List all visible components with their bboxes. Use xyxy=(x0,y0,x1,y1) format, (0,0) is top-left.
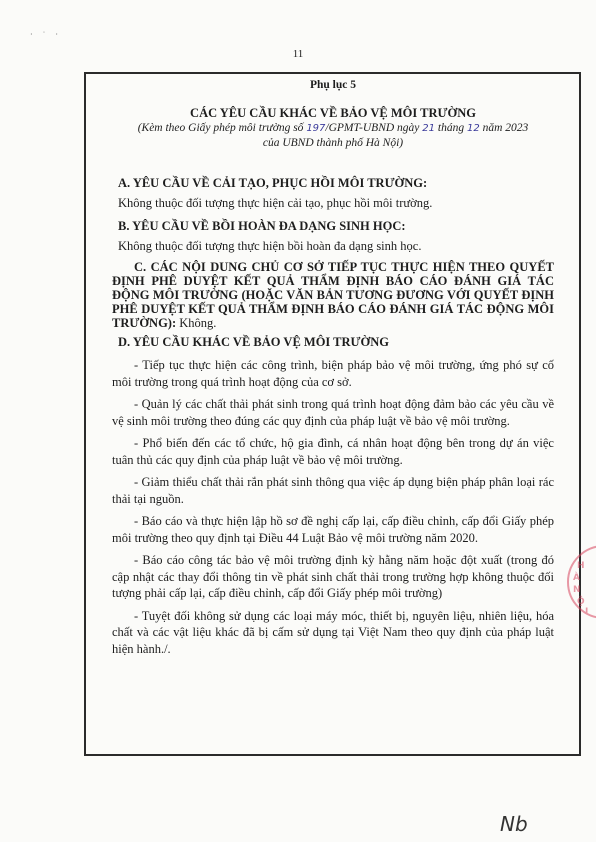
stamp-char: H xyxy=(577,561,585,571)
initials-signature: Nb xyxy=(500,812,528,836)
subtitle-part-1: (Kèm theo Giấy phép môi trường số xyxy=(137,122,307,134)
stamp-char: Ộ xyxy=(577,597,585,607)
permit-number: 197 xyxy=(306,123,326,134)
section-d-item-3: - Phổ biến đến các tổ chức, hộ gia đình, cá nhân hoạt động bên trong dự án việc tuân thủ các quy định của pháp luật về bảo vệ môi trường. xyxy=(112,436,554,467)
subtitle-part-2: /GPMT-UBND ngày xyxy=(325,122,423,134)
section-d-item-1: - Tiếp tục thực hiện các công trình, biện pháp bảo vệ môi trường, ứng phó sự cố môi trường trong quá trình hoạt động của cơ sở. xyxy=(112,358,554,389)
stamp-char: N xyxy=(573,585,581,595)
permit-month: 12 xyxy=(466,123,480,134)
section-a-heading: A. YÊU CẦU VỀ CẢI TẠO, PHỤC HỒI MÔI TRƯỜNG: xyxy=(118,176,428,190)
section-b-body: Không thuộc đối tượng thực hiện bồi hoàn đa dạng sinh học. xyxy=(118,238,422,253)
section-d-item-7: - Tuyệt đối không sử dụng các loại máy móc, thiết bị, nguyên liệu, nhiên liệu, hóa chất và các vật liệu khác đã bị cấm sử dụng tại Việt Nam theo quy định của pháp luật hiện hành./. xyxy=(112,608,554,656)
subtitle-part-3: tháng xyxy=(435,122,467,134)
section-a-body: Không thuộc đối tượng thực hiện cải tạo, phục hồi môi trường. xyxy=(118,196,433,210)
section-d xyxy=(112,334,554,657)
document-body xyxy=(112,79,554,657)
section-c-heading-text: C. CÁC NỘI DUNG CHỦ CƠ SỞ TIẾP TỤC THỰC HIỆN THEO QUYẾT ĐỊNH PHÊ DUYỆT KẾT QUẢ THẨM ĐỊNH BÁO CÁO ĐÁNH GIÁ TÁC ĐỘNG MÔI TRƯỜNG (HOẶC VĂN BẢN TƯƠNG ĐƯƠNG VỚI QUYẾT ĐỊNH PHÊ DUYỆT KẾT QUẢ THẨM ĐỊNH BÁO CÁO ĐÁNH GIÁ TÁC ĐỘNG MÔI TRƯỜNG): xyxy=(112,260,554,330)
subtitle xyxy=(112,121,554,136)
section-c xyxy=(112,260,554,330)
section-d-item-6: - Báo cáo công tác bảo vệ môi trường định kỳ hằng năm hoặc đột xuất (trong đó cập nhật các thay đổi thông tin về phát sinh chất thải trong trường hợp không thuộc đối tượng phải cấp lại, cấp điều chỉnh, cấp đổi Giấy phép môi trường) xyxy=(112,553,554,600)
section-c-heading xyxy=(112,260,554,330)
stamp-char: I xyxy=(585,607,589,617)
section-d-item-4: - Giảm thiểu chất thải rắn phát sinh thông qua việc áp dụng biện pháp phân loại rác thải tại nguồn. xyxy=(112,475,554,506)
appendix-label: Phụ lục 5 xyxy=(309,79,356,91)
permit-day: 21 xyxy=(422,123,436,134)
section-a xyxy=(112,175,554,212)
scan-specks: · ˙ · xyxy=(30,30,62,39)
page-number: 11 xyxy=(292,48,304,60)
section-d-heading: D. YÊU CẦU KHÁC VỀ BẢO VỆ MÔI TRƯỜNG xyxy=(118,335,389,349)
section-c-body: Không. xyxy=(176,316,217,330)
section-b xyxy=(112,218,554,255)
section-d-item-2: - Quản lý các chất thải phát sinh trong quá trình hoạt động đảm bảo các yêu cầu về vệ sinh môi trường theo đúng các quy định của pháp luật về bảo vệ môi trường. xyxy=(112,397,554,428)
subtitle-part-4: năm 2023 xyxy=(479,122,529,134)
subtitle-line-2: của UBND thành phố Hà Nội) xyxy=(262,137,404,149)
page-title: CÁC YÊU CẦU KHÁC VỀ BẢO VỆ MÔI TRƯỜNG xyxy=(190,106,476,120)
section-b-heading: B. YÊU CẦU VỀ BỒI HOÀN ĐA DẠNG SINH HỌC: xyxy=(118,218,406,233)
section-d-item-5: - Báo cáo và thực hiện lập hồ sơ đề nghị cấp lại, cấp điều chỉnh, cấp đổi Giấy phép môi trường theo quy định tại Điều 44 Luật Bảo vệ môi trường năm 2020. xyxy=(112,514,554,545)
stamp-char: À xyxy=(573,573,580,583)
